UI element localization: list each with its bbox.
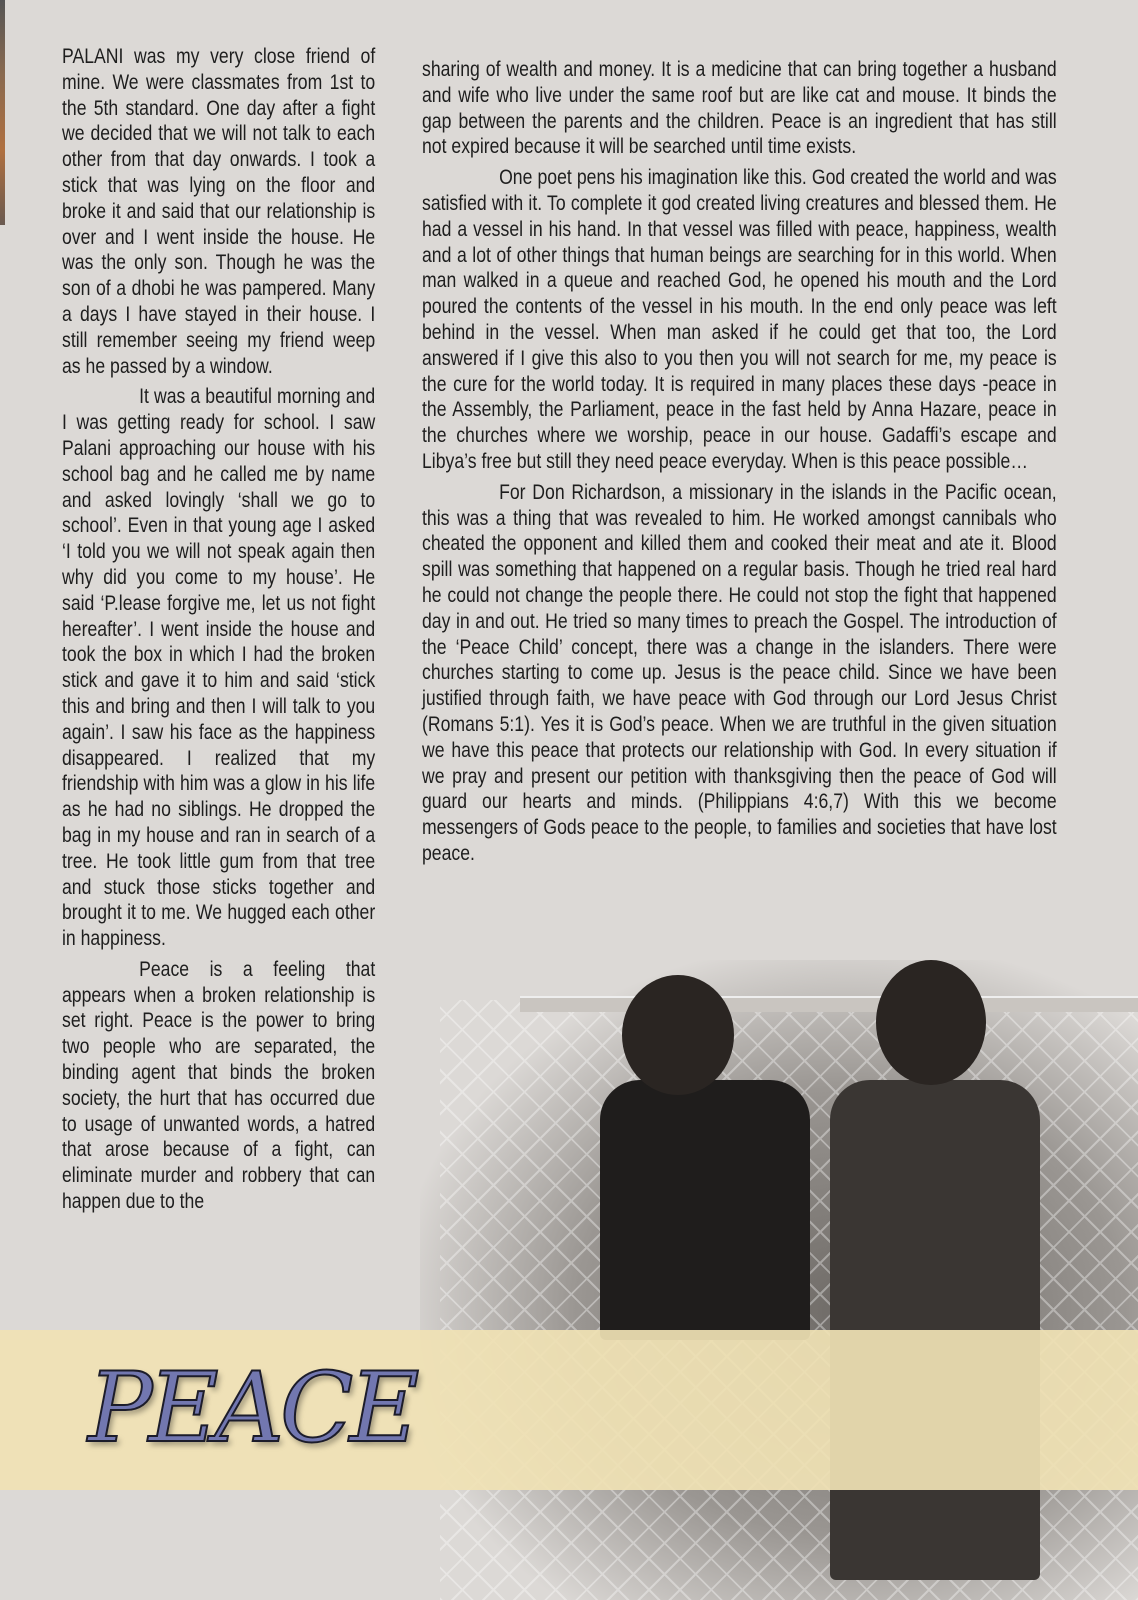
paragraph: For Don Richardson, a missionary in the islands in the Pacific ocean, this was a thing that was revealed to him. He worked amongst cannibals who cheated the opponent and killed them and cooked their meat and ate it. Blood spill was something that happened on a regular basis. Though he tried real hard he could not change the people there. He could not stop the fight that happened day in and out. He tried so many times to preach the Gospel. The introduction of the ‘Peace Child’ concept, there was a change in the islanders. There were churches starting to come up. Jesus is the peace child. Since we have been justified through faith, we have peace with God through our Lord Jesus Christ (Romans 5:1). Yes it is God’s peace. When we are truthful in the given situation we have this peace that protects our relationship with God. In every situation if we pray and present our petition with thanksgiving then the peace of God will guard our hearts and minds. (Philippians 4:6,7) With this we become messengers of Gods peace to the people, to families and societies that have lost peace. [422, 479, 1057, 865]
paragraph: PALANI was my very close friend of mine. We were classmates from 1st to the 5th standard. One day after a fight we decided that we will not talk to each other from that day onwards. I took a stick that was lying on the floor and broke it and said that our relationship is over and I went inside the house. He was the only son. Though he was the son of a dhobi he was pampered. Many a days I have stayed in their house. I still remember seeing my friend weep as he passed by a window. [62, 44, 376, 378]
child-left-head [622, 975, 734, 1095]
paragraph: sharing of wealth and money. It is a medicine that can bring together a husband and wife who live under the same roof but are like cat and mouse. It binds the gap between the parents and the children. Peace is an ingredient that has still not expired because it will be searched until time exists. [422, 57, 1057, 159]
page-edge-strip [0, 0, 5, 225]
paragraph: One poet pens his imagination like this. God created the world and was satisfied with it. To complete it god created living creatures and blessed them. He had a vessel in his hand. In that vessel was filled with peace, happiness, wealth and a lot of other things that human beings are searching for in this world. When man walked in a queue and reached God, he opened his mouth and the Lord poured the contents of the vessel in his mouth. In the end only peace was left behind in the vessel. When man asked if he could get that too, the Lord answered if I give this also to you then you will not search for me, my peace is the cure for the world today. It is required in many places these days -peace in the Assembly, the Parliament, peace in the fast held by Anna Hazare, peace in the churches where we worship, peace in our house. Gadaffi’s escape and Libya’s free but still they need peace everyday. When is this peace possible… [422, 165, 1057, 473]
paragraph: Peace is a feeling that appears when a broken relationship is set right. Peace is the power to bring two people who are separated, the binding agent that binds the broken society, the hurt that has occurred due to usage of unwanted words, a hatred that arose because of a fight, can eliminate murder and robbery that can happen due to the [62, 956, 376, 1214]
right-column [422, 57, 1057, 872]
paragraph: It was a beautiful morning and I was getting ready for school. I saw Palani approaching our house with his school bag and he called me by name and asked lovingly ‘shall we go to school’. Even in that young age I asked ‘I told you we will not speak again then why did you come to my house’. He said ‘P.lease forgive me, let us not fight hereafter’. I went inside the house and took the box in which I had the broken stick and gave it to him and said ‘stick this and bring and then I will talk to you again’. I saw his face as the happiness disappeared. I realized that my friendship with him was a glow in his life as he had no siblings. He dropped the bag in my house and ran in search of a tree. He took little gum from that tree and stuck those sticks together and brought it to me. We hugged each other in happiness. [62, 384, 376, 951]
child-left [600, 1080, 810, 1340]
fence-rail [520, 996, 1138, 1012]
peace-title: PEACE [88, 1352, 416, 1464]
child-right-head [876, 960, 986, 1085]
left-column [62, 44, 375, 1220]
